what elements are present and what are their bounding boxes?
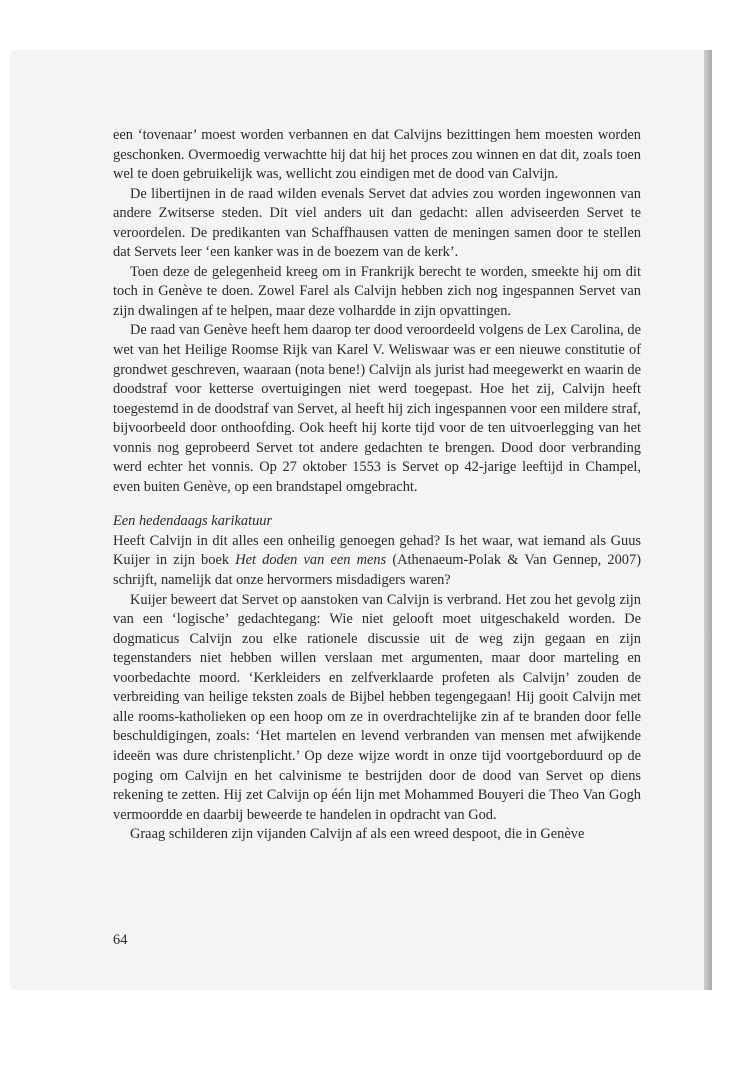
paragraph-2: De libertijnen in de raad wilden evenals Servet dat advies zou worden ingewonnen van andere Zwitserse steden. Dit viel anders uit dan gedacht: allen adviseerden Servet te veroordelen. De predikanten van Schaffhausen vatten de meningen samen door te stellen dat Servets leer ‘een kanker was in de boezem van de kerk’.: [113, 185, 641, 261]
paragraph-1: een ‘tovenaar’ moest worden verbannen en dat Calvijns bezittingen hem moesten worden geschonken. Overmoedig verwachtte hij dat hij het proces zou winnen en dat dit, zoals toen wel te doen gebruikelijk was, wellicht zou eindigen met de dood van Calvijn.: [113, 127, 641, 183]
page-edge: [704, 50, 712, 990]
paragraph-5: [113, 532, 641, 591]
paragraph-3: Toen deze de gelegenheid kreeg om in Frankrijk berecht te worden, smeekte hij om dit toch in Genève te doen. Zowel Farel als Calvijn hebben zich nog ingespannen Servet van zijn dwalingen af te helpen, maar deze volhardde in zijn opvattingen.: [113, 263, 641, 319]
paragraph-4: De raad van Genève heeft hem daarop ter dood veroordeeld volgens de Lex Carolina, de wet van het Heilige Roomse Rijk van Karel V. Weliswaar was er een nieuwe constitutie of grondwet geschreven, waaraan (nota bene!) Calvijn als jurist had meegewerkt en waarin de doodstraf voor ketterse overtuigingen niet werd toegepast. Hoe het zij, Calvijn heeft toegestemd in de doodstraf van Servet, al heeft hij zich ingespannen voor een mildere straf, bijvoorbeeld door onthoofding. Ook heeft hij korte tijd voor de ten uitvoerlegging van het vonnis nog geprobeerd Servet tot andere gedachten te brengen. Dood door verbranding werd echter het vonnis. Op 27 oktober 1553 is Servet op 42-jarige leeftijd in Champel, even buiten Genève, op een brandstapel omgebracht.: [113, 322, 641, 495]
body-text: [113, 126, 641, 845]
book-title: Het doden van een mens: [235, 552, 387, 569]
paragraph-6: Kuijer beweert dat Servet op aanstoken van Calvijn is verbrand. Het zou het gevolg zijn van een ‘logische’ gedachtegang: Wie niet gelooft moet uitgeschakeld worden. De dogmaticus Calvijn zou elke rationele discussie uit de weg zijn gegaan en zijn tegenstanders niet hebben willen verslaan met argumenten, maar door marteling en voorbedachte moord. ‘Kerkleiders en zelfverklaarde profeten als Calvijn’ zouden de verbreiding van heilige teksten zoals de Bijbel hebben tegengegaan! Hij gooit Calvijn met alle rooms-katholieken op een hoop om ze in overdrachtelijke zin af te branden door felle beschuldigingen, zoals: ‘Het martelen en levend verbranden van mensen met afwijkende ideeën was dure christenplicht.’ Op deze wijze wordt in onze tijd voortgeborduurd op de poging om Calvijn en het calvinisme te bestrijden door de dood van Servet op diens rekening te zetten. Hij zet Calvijn op één lijn met Mohammed Bouyeri die Theo Van Gogh vermoordde en daarbij beweerde te handelen in opdracht van God.: [113, 591, 641, 823]
paragraph-5-text-end: (Athenaeum-Polak & Van Gennep, 2007) schrijft, namelijk dat onze hervormers misdadigers waren?: [113, 552, 641, 589]
paragraph-7: Graag schilderen zijn vijanden Calvijn af als een wreed despoot, die in Genève: [130, 826, 585, 843]
page-number: 64: [113, 932, 128, 948]
section-heading: Een hedendaags karikatuur: [113, 513, 273, 530]
paragraph-5-text-start: Heeft Calvijn in dit alles een onheilig genoegen gehad? Is het waar, wat iemand als Guus Kuijer in zijn boek: [113, 532, 641, 569]
